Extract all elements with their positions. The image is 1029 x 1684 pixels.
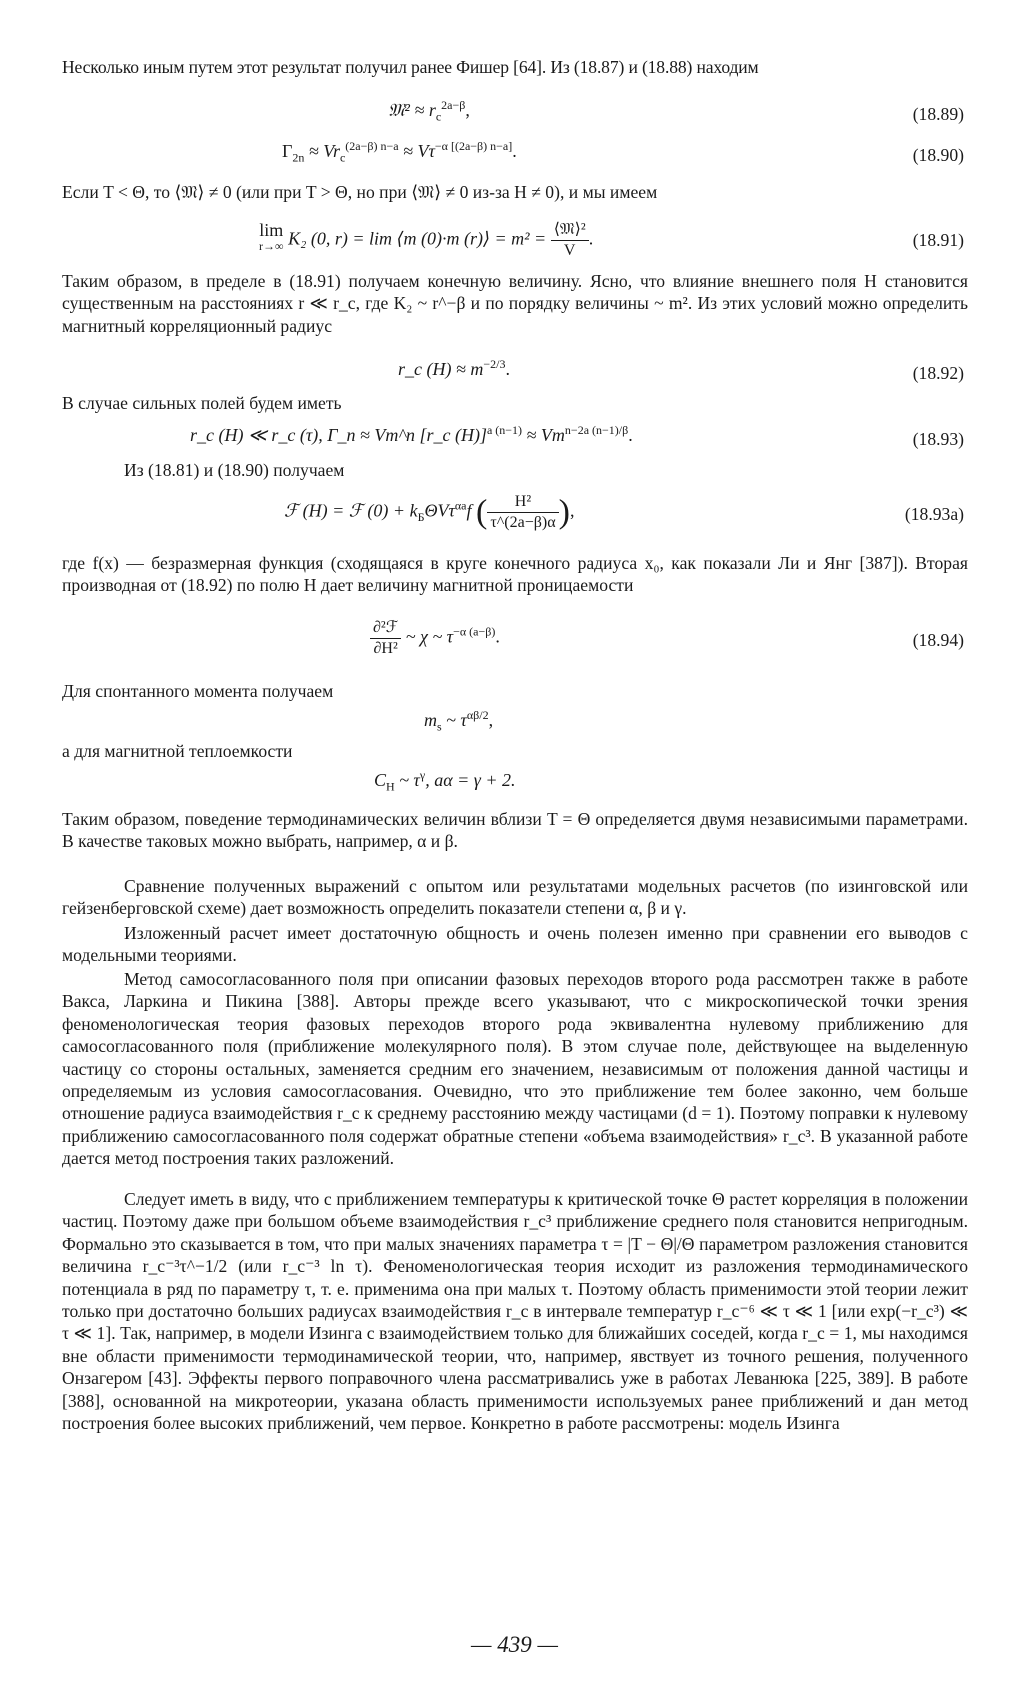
- equation-body: $C_H$ ~ $\tau^\gamma$, aα = γ + 2.: [374, 768, 516, 794]
- equation-number: (18.89): [912, 104, 964, 124]
- paragraph-7: [62, 680, 968, 702]
- paragraph-text: Следует иметь в виду, что с приближением температуры к критической точке Θ растет корреляция в положении частиц. Поэтому даже при большом объеме взаимодействия r_c³ приближение среднего поля становится непригодным. Формально это сказывается в том, что при малых значениях параметра τ = |T − Θ|/Θ параметром разложения становится величина r_c⁻³τ^−1/2 (или r_c⁻³ ln τ). Феноменологическая теория исходит из разложения термодинамического потенциала в ряд по параметру τ, т. е. применима она при малых τ. Поэтому область применимости этой теории лежит только при достаточно больших радиусах взаимодействия r_c в интервале температур r_c⁻⁶ ≪ τ ≪ 1 [или exp(−r_c³) ≪ τ ≪ 1]. Так, например, в модели Изинга с взаимодействием только для ближайших соседей, когда r_c = 1, мы находимся вне области применимости термодинамической теории, что, например, явствует из точного решения, полученного Онзагером [43]. Эффекты первого поправочного члена рассматривались уже в работах Леванюка [225, 389]. В работе [388], основанной на микротеории, указана область применимости используемых ранее приближений и дан метод построения более высоких приближений, чем первое. Конкретно в работе рассмотрены: модель Изинга: [62, 1189, 968, 1434]
- paragraph-text: Для спонтанного момента получаем: [62, 681, 334, 701]
- equation-body: lim r→∞ K₂ (0, r) = lim ⟨m (0)·m (r)⟩ = m² = $\frac{\text{⟨𝔐⟩²}}{V}$ .: [259, 220, 594, 259]
- paragraph-3: [62, 270, 968, 337]
- paragraph-13: [62, 1188, 968, 1434]
- paragraph-2: [62, 181, 968, 203]
- paragraph-text: В случае сильных полей будем иметь: [62, 393, 342, 413]
- equation-18-93a: [62, 490, 968, 540]
- paragraph-text: Несколько иным путем этот результат получил ранее Фишер [64]. Из (18.87) и (18.88) находим: [62, 57, 759, 77]
- page-number: — 439 —: [471, 1632, 558, 1657]
- paragraph-text: Изложенный расчет имеет достаточную общность и очень полезен именно при сравнении его выводов с модельными теориями.: [62, 923, 968, 966]
- paragraph-text: а для магнитной теплоемкости: [62, 741, 293, 761]
- paragraph-text: Если T < Θ, то ⟨𝔐⟩ ≠ 0 (или при T > Θ, но при ⟨𝔐⟩ ≠ 0 из-за H ≠ 0), и мы имеем: [62, 182, 658, 202]
- paragraph-4: [62, 392, 968, 414]
- equation-ch: [62, 770, 968, 800]
- equation-number: (18.93a): [904, 504, 964, 524]
- equation-18-90: [62, 141, 968, 171]
- equation-body: r_c (H) ≪ r_c (τ), Γ_n ≈ Vm^n [r_c $(H)]^{a (n-1)} \approx Vm^{n-2a (n-1)/\beta}$.: [190, 423, 633, 445]
- equation-18-92: [62, 359, 968, 389]
- equation-number: (18.94): [912, 630, 964, 650]
- equation-18-94: [62, 618, 968, 668]
- paragraph-11: [62, 922, 968, 967]
- paragraph-text: Таким образом, поведение термодинамических величин вблизи T = Θ определяется двумя независимыми параметрами. В качестве таковых можно выбрать, например, α и β.: [62, 809, 968, 852]
- equation-18-89: [62, 100, 968, 130]
- paragraph-6: [62, 552, 968, 597]
- equation-body: $m_s$ ~ $\tau^{\alpha\beta/2}$,: [424, 708, 494, 734]
- paragraph-text: где f(x) — безразмерная функция (сходящаяся в круге конечного радиуса x₀, как показали Ли и Янг [387]). Вторая производная от (18.92) по полю H дает величину магнитной проницаемости: [62, 553, 968, 596]
- equation-body: 𝔐² ≈ $r_c^{2a-\beta}$,: [388, 98, 470, 124]
- equation-18-93: [62, 425, 968, 455]
- paragraph-10: [62, 875, 968, 920]
- paragraph-text: Сравнение полученных выражений с опытом или результатами модельных расчетов (по изинговской или гейзенберговской схеме) дает возможность определить показатели степени α, β и γ.: [62, 876, 968, 919]
- paragraph-text: Из (18.81) и (18.90) получаем: [124, 460, 345, 480]
- paragraph-12: [62, 968, 968, 1170]
- equation-number: (18.92): [912, 363, 964, 383]
- paragraph-text: Таким образом, в пределе в (18.91) получаем конечную величину. Ясно, что влияние внешнего поля H становится существенным на расстояниях r ≪ r_c, где K₂ ~ r^−β и по порядку величины ~ m². Из этих условий можно определить магнитный корреляционный радиус: [62, 271, 968, 336]
- equation-number: (18.91): [912, 230, 964, 250]
- equation-18-91: [62, 218, 968, 264]
- equation-body: $\Gamma_{2n} \approx Vr_c^{(2a-\beta) n-a} \approx V\tau^{-\alpha [(2a-\beta) n-a]}$.: [282, 139, 517, 165]
- paragraph-1: [62, 56, 968, 78]
- equation-number: (18.93): [912, 429, 964, 449]
- paragraph-9: [62, 808, 968, 853]
- equation-number: (18.90): [912, 145, 964, 165]
- paragraph-8: [62, 740, 968, 762]
- equation-body: ℱ (H) = ℱ $(0) + k_Б\Theta V\tau^{\alpha a}f$ ( $\frac{\text{H²}}{\tau\^{}(2a-\beta)\alpha}$ ),: [284, 493, 575, 531]
- equation-ms: [62, 710, 968, 740]
- paragraph-text: Метод самосогласованного поля при описании фазовых переходов второго рода рассмотрен также в работе Вакса, Ларкина и Пикина [388]. Авторы прежде всего указывают, что с микроскопической точки зрения феноменологическая теория фазовых переходов второго рода эквивалентна нулевому приближению для самосогласованного поля (приближение молекулярного поля). В этом случае поле, действующее на выделенную частицу со стороны остальных, заменяется средним его значением, независимым от положения данной частицы и определяемым из условия самосогласования. Очевидно, что это приближение тем более законно, чем больше отношение радиуса взаимодействия r_c к среднему расстоянию между частицами (d = 1). Поэтому поправки к нулевому приближению самосогласованного поля содержат обратные степени «объема взаимодействия» r_c³. В указанной работе дается метод построения таких разложений.: [62, 969, 968, 1169]
- paragraph-5: [62, 459, 968, 481]
- equation-body: r_c $(H) \approx m^{-2/3}$.: [398, 357, 510, 379]
- equation-body: $\frac{\text{∂²ℱ}}{\text{∂H²}}$ ~ χ ~ $\tau^{-\alpha (a-\beta)}$.: [370, 618, 500, 659]
